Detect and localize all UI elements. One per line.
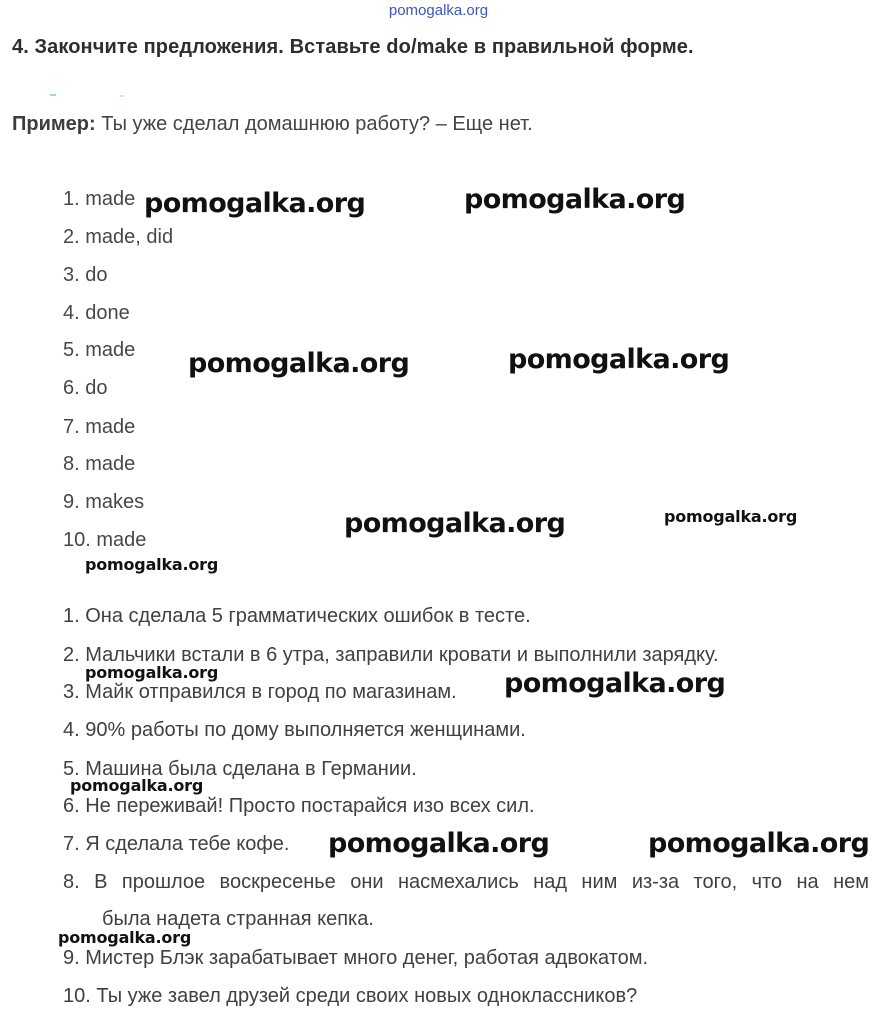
translation-item: 6. Не переживай! Просто постарайся изо всех сил. [63,795,535,817]
answer-item: 8. made [63,453,136,475]
answer-item: 10. made [63,529,147,551]
translation-item: 7. Я сделала тебе кофе. [63,833,290,855]
answer-item: 4. done [63,302,130,324]
translation-item: 2. Мальчики встали в 6 утра, заправили кровати и выполнили зарядку. [63,644,719,666]
translation-item: 10. Ты уже завел друзей среди своих новых одноклассников? [63,985,638,1007]
watermark: pomogalka.org [328,828,550,859]
watermark: pomogalka.org [504,668,726,699]
example-line [12,113,533,136]
translation-item: 8. В прошлое воскресенье они насмехались над ним из-за того, что на нем [63,871,869,893]
translation-item-continuation: была надета странная кепка. [102,908,374,930]
answer-item: 5. made [63,339,136,361]
answer-item: 1. made [63,188,136,210]
watermark: pomogalka.org [85,555,219,574]
decorative-speck [120,95,124,97]
translation-item: 9. Мистер Блэк зарабатывает много денег, работая адвокатом. [63,947,649,969]
example-label: Пример: [12,113,96,135]
watermark: pomogalka.org [188,348,410,379]
example-text: Ты уже сделал домашнюю работу? – Еще нет. [101,113,533,135]
translation-item: 5. Машина была сделана в Германии. [63,758,417,780]
watermark: pomogalka.org [344,508,566,539]
watermark: pomogalka.org [648,828,870,859]
translation-item: 3. Майк отправился в город по магазинам. [63,681,457,703]
watermark: pomogalka.org [144,188,366,219]
decorative-speck [50,94,56,96]
translation-item: 1. Она сделала 5 грамматических ошибок в тесте. [63,605,531,627]
watermark: pomogalka.org [70,776,204,795]
answer-item: 3. do [63,264,108,286]
answer-item: 6. do [63,377,108,399]
watermark: pomogalka.org [85,663,219,682]
watermark: pomogalka.org [58,928,192,947]
site-watermark-top: pomogalka.org [388,2,489,19]
exercise-title: 4. Закончите предложения. Вставьте do/make в правильной форме. [12,36,694,58]
answer-item: 2. made, did [63,226,174,248]
watermark: pomogalka.org [664,507,798,526]
watermark: pomogalka.org [508,344,730,375]
watermark: pomogalka.org [464,184,686,215]
translation-item: 4. 90% работы по дому выполняется женщинами. [63,719,526,741]
answer-item: 7. made [63,416,136,438]
answer-item: 9. makes [63,491,145,513]
